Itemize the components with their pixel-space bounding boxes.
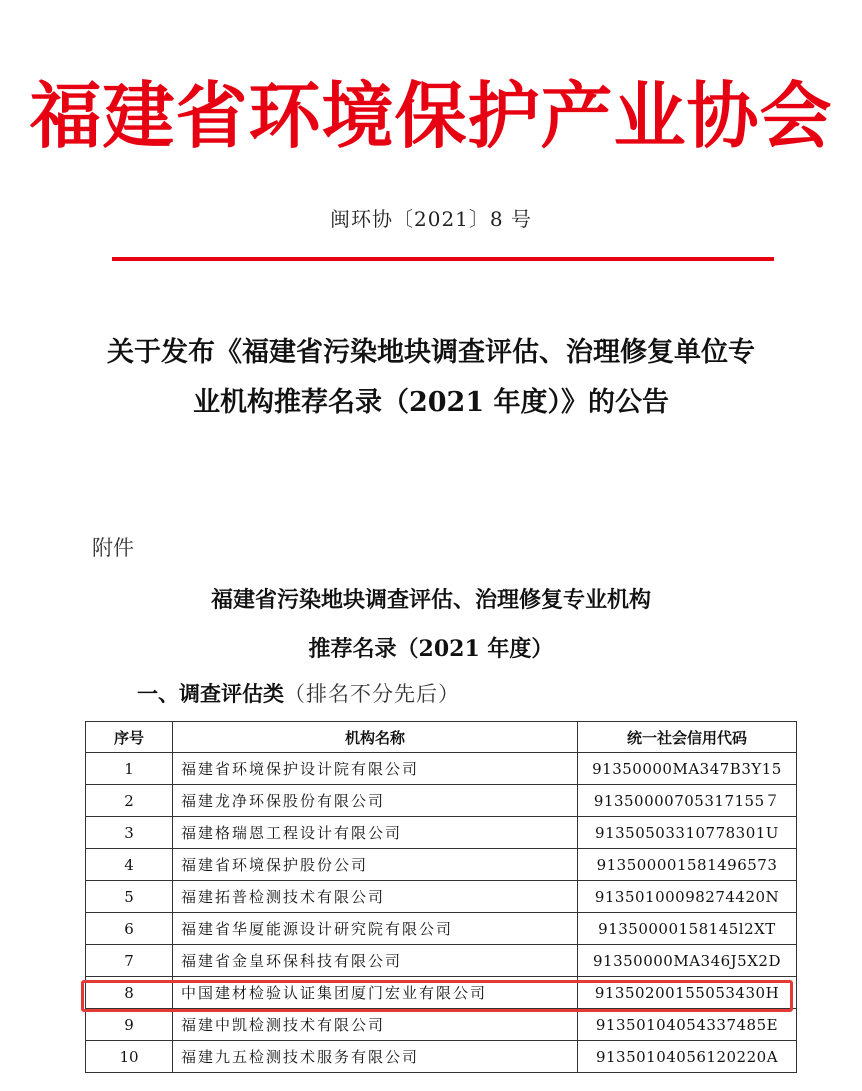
credit-code: 913500001581496573: [578, 849, 797, 881]
table-row: [86, 753, 797, 785]
attachment-title-line2: 推荐名录（2021 年度）: [308, 636, 554, 662]
credit-code: 91350104054337485E: [578, 1009, 797, 1041]
row-number: 2: [86, 785, 173, 817]
attachment-title-line1: 福建省污染地块调查评估、治理修复专业机构: [210, 587, 651, 613]
row-number: 3: [86, 817, 173, 849]
announcement-title-line1: 关于发布《福建省污染地块调查评估、治理修复单位专: [107, 337, 755, 368]
table-row: [86, 1041, 797, 1073]
credit-code: 91350000MA347B3Y15: [578, 753, 797, 785]
row-number: 9: [86, 1009, 173, 1041]
announcement-title-line2: 业机构推荐名录（2021 年度）》的公告: [192, 387, 670, 418]
table-row: [86, 785, 797, 817]
attachment-label: 附件: [92, 536, 134, 560]
section-heading-label: 一、调查评估类: [137, 681, 284, 706]
row-number: 6: [86, 913, 173, 945]
row-number: 1: [86, 753, 173, 785]
institution-name: 福建省华厦能源设计研究院有限公司: [173, 913, 578, 945]
section-heading-note: （排名不分先后）: [284, 682, 460, 706]
institution-table: [85, 721, 797, 1073]
table-row: [86, 945, 797, 977]
credit-code: 91350200155053430H: [578, 977, 797, 1009]
row-number: 10: [86, 1041, 173, 1073]
credit-code: 91350100098274420N: [578, 881, 797, 913]
institution-name: 福建省金皇环保科技有限公司: [173, 945, 578, 977]
credit-code: 91350000705317155７: [578, 785, 797, 817]
letterhead-divider: [112, 257, 774, 261]
institution-name: 福建省环境保护股份公司: [173, 849, 578, 881]
table-row: [86, 817, 797, 849]
column-header-number: 序号: [86, 722, 173, 753]
table-row: [86, 913, 797, 945]
column-header-credit-code: 统一社会信用代码: [578, 722, 797, 753]
row-number: 7: [86, 945, 173, 977]
institution-name: 福建龙净环保股份有限公司: [173, 785, 578, 817]
section-heading: [137, 678, 460, 708]
credit-code: 91350104056120220A: [578, 1041, 797, 1073]
credit-code: 91350000158145l2XT: [578, 913, 797, 945]
column-header-name: 机构名称: [173, 722, 578, 753]
institution-name: 福建中凯检测技术有限公司: [173, 1009, 578, 1041]
table-header-row: [86, 722, 797, 753]
institution-name: 中国建材检验认证集团厦门宏业有限公司: [173, 977, 578, 1009]
document-number: 闽环协〔2021〕8 号: [330, 207, 532, 231]
table-row: [86, 1009, 797, 1041]
row-number: 5: [86, 881, 173, 913]
table-row: [86, 849, 797, 881]
organization-title: 福建省环境保护产业协会: [29, 73, 833, 158]
credit-code: 91350503310778301U: [578, 817, 797, 849]
institution-name: 福建格瑞恩工程设计有限公司: [173, 817, 578, 849]
table-row: [86, 881, 797, 913]
row-number: 8: [86, 977, 173, 1009]
institution-name: 福建九五检测技术服务有限公司: [173, 1041, 578, 1073]
row-number: 4: [86, 849, 173, 881]
row-highlight-box: [81, 980, 793, 1012]
institution-name: 福建拓普检测技术有限公司: [173, 881, 578, 913]
credit-code: 91350000MA346J5X2D: [578, 945, 797, 977]
institution-name: 福建省环境保护设计院有限公司: [173, 753, 578, 785]
